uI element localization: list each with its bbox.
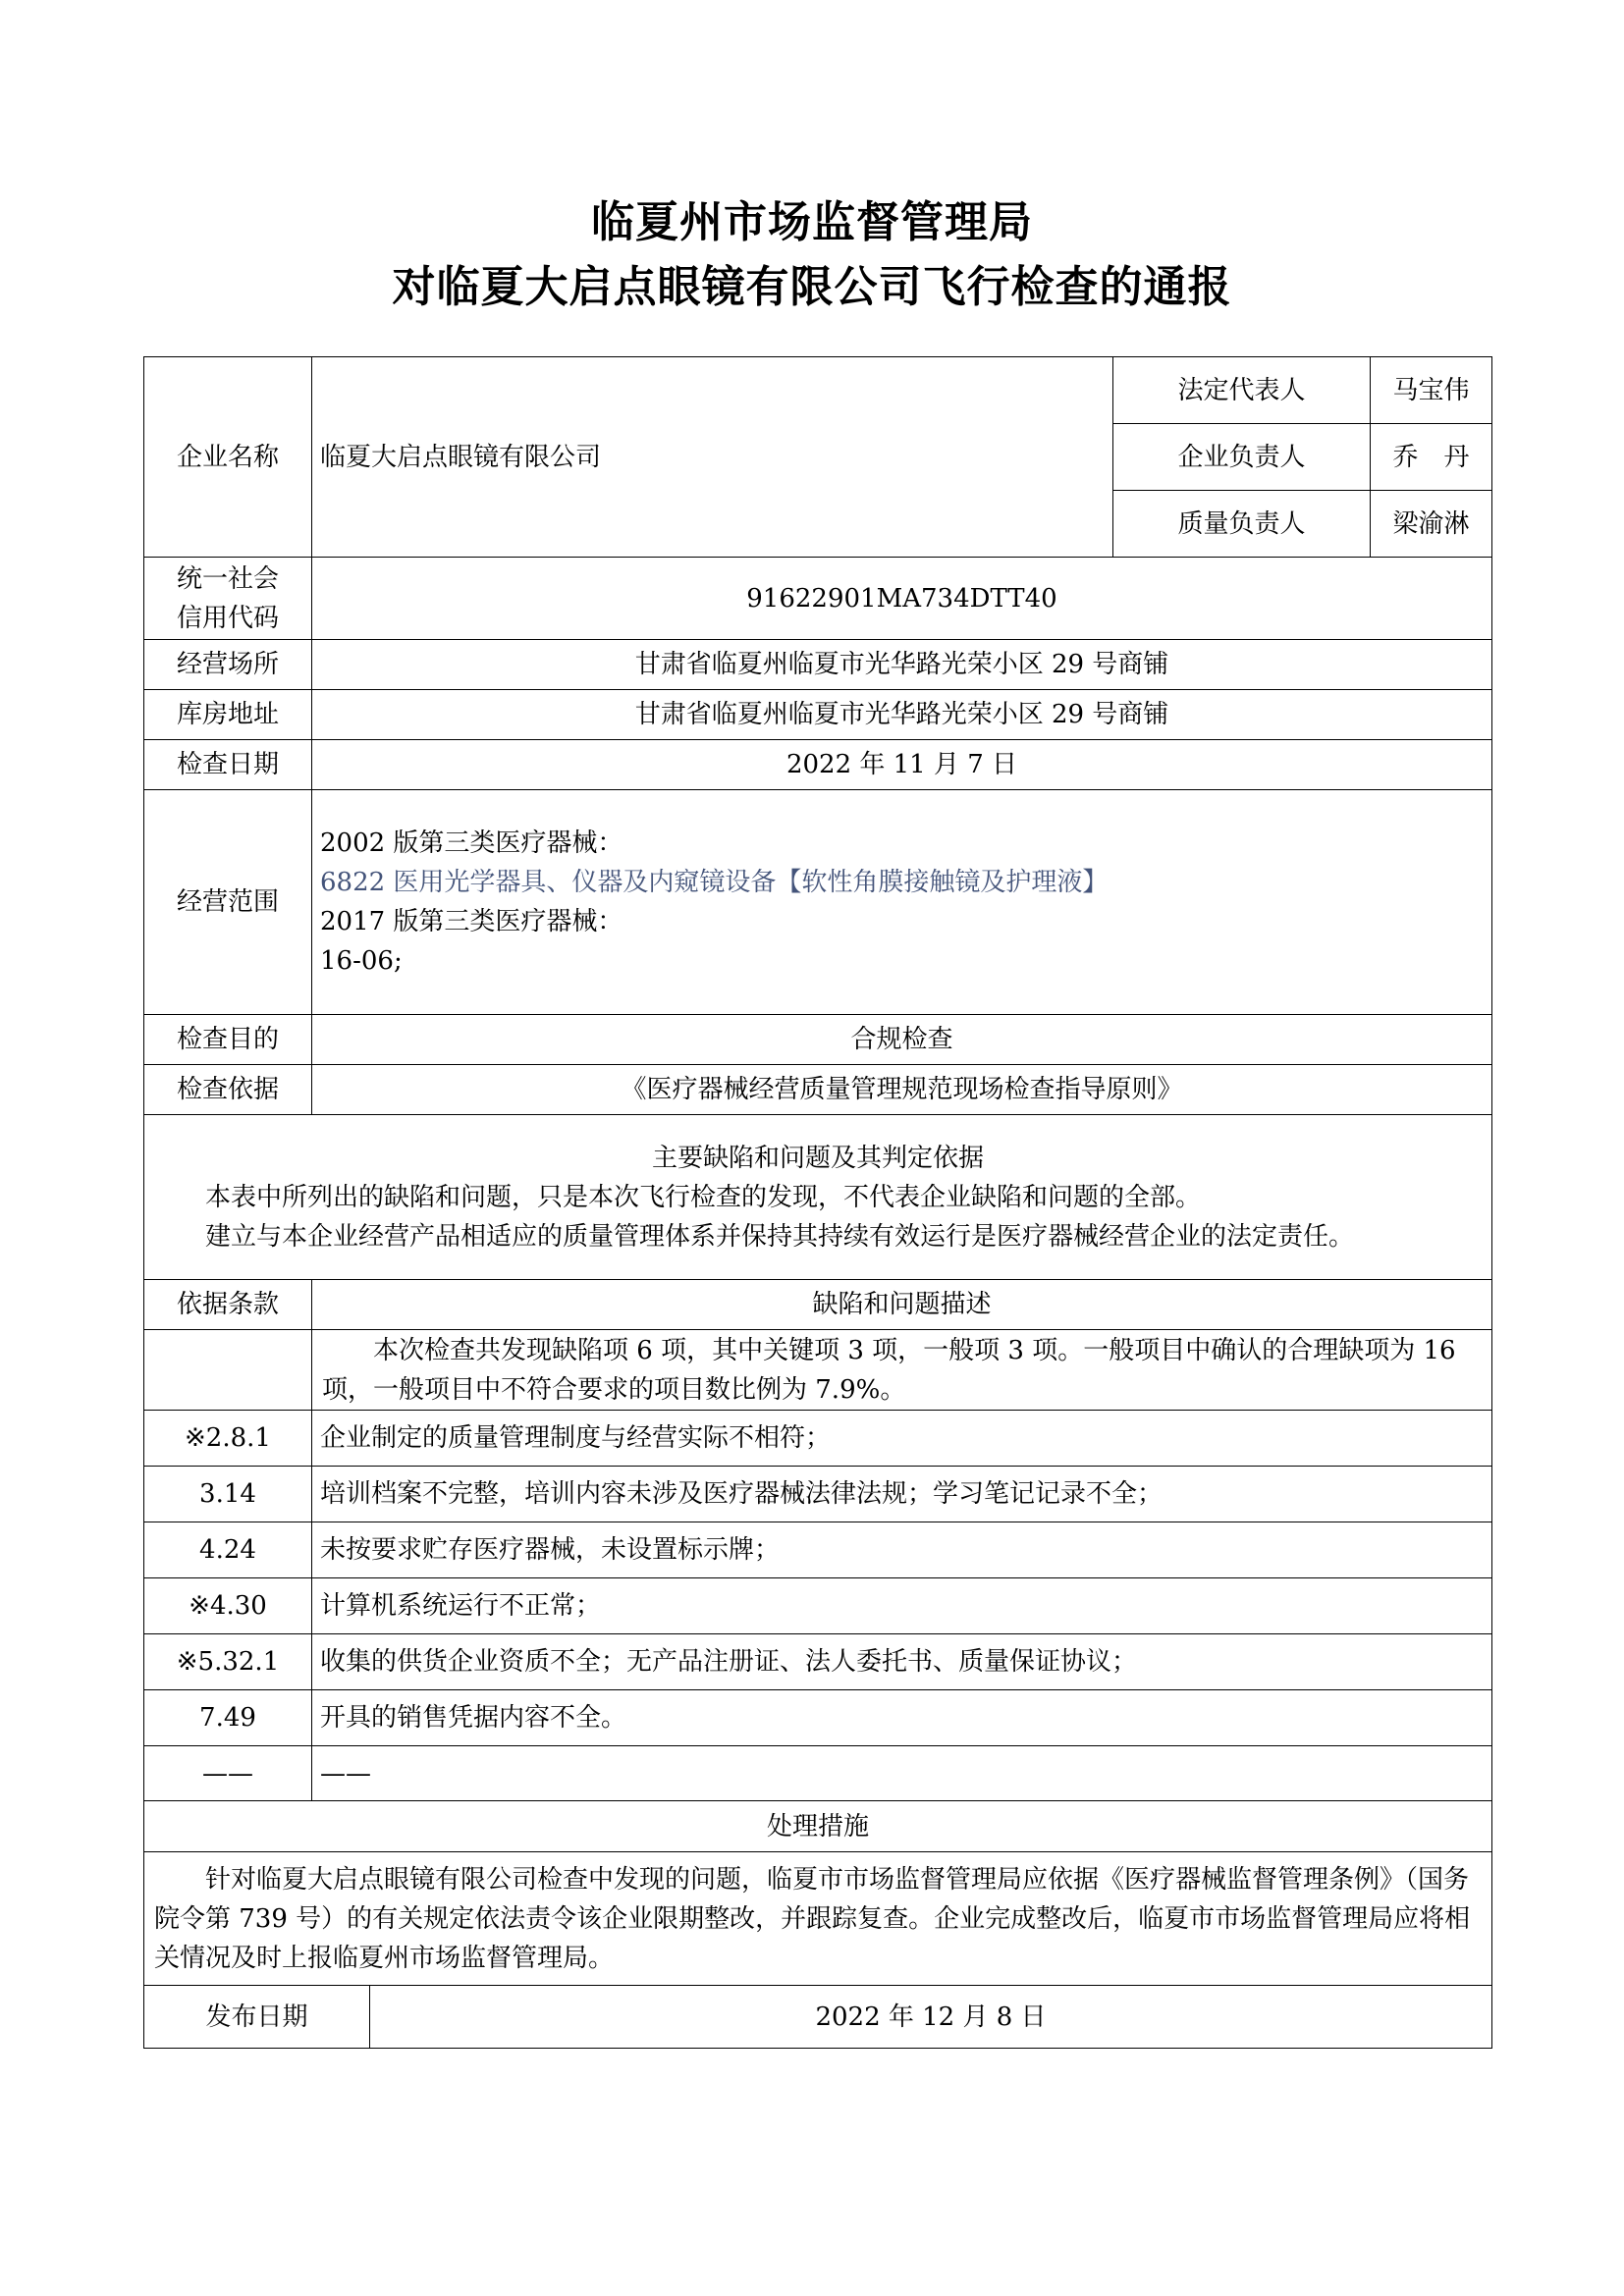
premises-label: 经营场所: [144, 640, 312, 690]
defect-description: 收集的供货企业资质不全；无产品注册证、法人委托书、质量保证协议；: [312, 1634, 1492, 1690]
measures-text: 针对临夏大启点眼镜有限公司检查中发现的问题，临夏市市场监督管理局应依据《医疗器械监督管理条例》（国务院令第 739 号）的有关规定依法责令该企业限期整改，并跟踪复查。企业完成整改后，临夏市市场监督管理局应将相关情况及时上报临夏州市场监督管理局。: [144, 1852, 1492, 1986]
purpose-value: 合规检查: [312, 1015, 1492, 1065]
defect-clause: ※5.32.1: [144, 1634, 312, 1690]
inspection-date-value: 2022 年 11 月 7 日: [312, 740, 1492, 790]
basis-value: 《医疗器械经营质量管理规范现场检查指导原则》: [312, 1065, 1492, 1115]
defect-clause: ——: [144, 1746, 312, 1801]
warehouse-value: 甘肃省临夏州临夏市光华路光荣小区 29 号商铺: [312, 690, 1492, 740]
defects-intro-paragraph: 建立与本企业经营产品相适应的质量管理体系并保持其持续有效运行是医疗器械经营企业的法定责任。: [205, 1221, 1355, 1252]
scope-line: 6822 医用光学器具、仪器及内窥镜设备【软性角膜接触镜及护理液】: [320, 868, 1109, 897]
defect-description: 培训档案不完整，培训内容未涉及医疗器械法律法规；学习笔记记录不全；: [312, 1467, 1492, 1522]
quality-value: 梁渝淋: [1371, 491, 1492, 558]
notice-table: [143, 356, 1492, 2049]
defect-clause: ※4.30: [144, 1578, 312, 1634]
purpose-label: 检查目的: [144, 1015, 312, 1065]
basis-label: 检查依据: [144, 1065, 312, 1115]
defects-summary: 本次检查共发现缺陷项 6 项，其中关键项 3 项，一般项 3 项。一般项目中确认的合理缺项为 16 项，一般项目中不符合要求的项目数比例为 7.9%。: [312, 1330, 1492, 1411]
defect-description: 计算机系统运行不正常；: [312, 1578, 1492, 1634]
summary-clause-cell: [144, 1330, 312, 1411]
responsible-label: 企业负责人: [1113, 424, 1371, 491]
release-date-label: 发布日期: [144, 1986, 370, 2049]
credit-code-label-line2: 信用代码: [176, 603, 279, 633]
defect-description: 未按要求贮存医疗器械，未设置标示牌；: [312, 1522, 1492, 1578]
scope-label: 经营范围: [144, 790, 312, 1015]
enterprise-name-label: 企业名称: [144, 357, 312, 558]
notice-title-line1: 临夏州市场监督管理局: [591, 197, 1033, 247]
credit-code-label-line1: 统一社会: [176, 563, 279, 594]
scope-value: [312, 790, 1492, 1015]
defects-section-title: 主要缺陷和问题及其判定依据: [652, 1143, 985, 1173]
defect-clause: 7.49: [144, 1690, 312, 1746]
clause-column-header: 依据条款: [144, 1280, 312, 1330]
scope-line: 2017 版第三类医疗器械：: [320, 907, 623, 936]
enterprise-name: 临夏大启点眼镜有限公司: [312, 357, 1113, 558]
defect-clause: ※2.8.1: [144, 1411, 312, 1467]
warehouse-label: 库房地址: [144, 690, 312, 740]
scope-line: 16-06;: [320, 946, 403, 976]
release-date-value: 2022 年 12 月 8 日: [370, 1986, 1492, 2049]
defect-description: ——: [312, 1746, 1492, 1801]
defects-intro: [144, 1115, 1492, 1280]
legal-rep-value: 马宝伟: [1371, 357, 1492, 424]
notice-title-line2: 对临夏大启点眼镜有限公司飞行检查的通报: [392, 262, 1232, 312]
premises-value: 甘肃省临夏州临夏市光华路光荣小区 29 号商铺: [312, 640, 1492, 690]
defect-description: 开具的销售凭据内容不全。: [312, 1690, 1492, 1746]
defect-description: 企业制定的质量管理制度与经营实际不相符；: [312, 1411, 1492, 1467]
credit-code-value: 91622901MA734DTT40: [312, 558, 1492, 640]
inspection-date-label: 检查日期: [144, 740, 312, 790]
responsible-value: 乔 丹: [1371, 424, 1492, 491]
defect-clause: 4.24: [144, 1522, 312, 1578]
description-column-header: 缺陷和问题描述: [312, 1280, 1492, 1330]
quality-label: 质量负责人: [1113, 491, 1371, 558]
legal-rep-label: 法定代表人: [1113, 357, 1371, 424]
defects-intro-paragraph: 本表中所列出的缺陷和问题，只是本次飞行检查的发现，不代表企业缺陷和问题的全部。: [205, 1182, 1202, 1212]
credit-code-label: [144, 558, 312, 640]
defect-clause: 3.14: [144, 1467, 312, 1522]
scope-line: 2002 版第三类医疗器械：: [320, 828, 623, 858]
measures-title: 处理措施: [144, 1801, 1492, 1852]
